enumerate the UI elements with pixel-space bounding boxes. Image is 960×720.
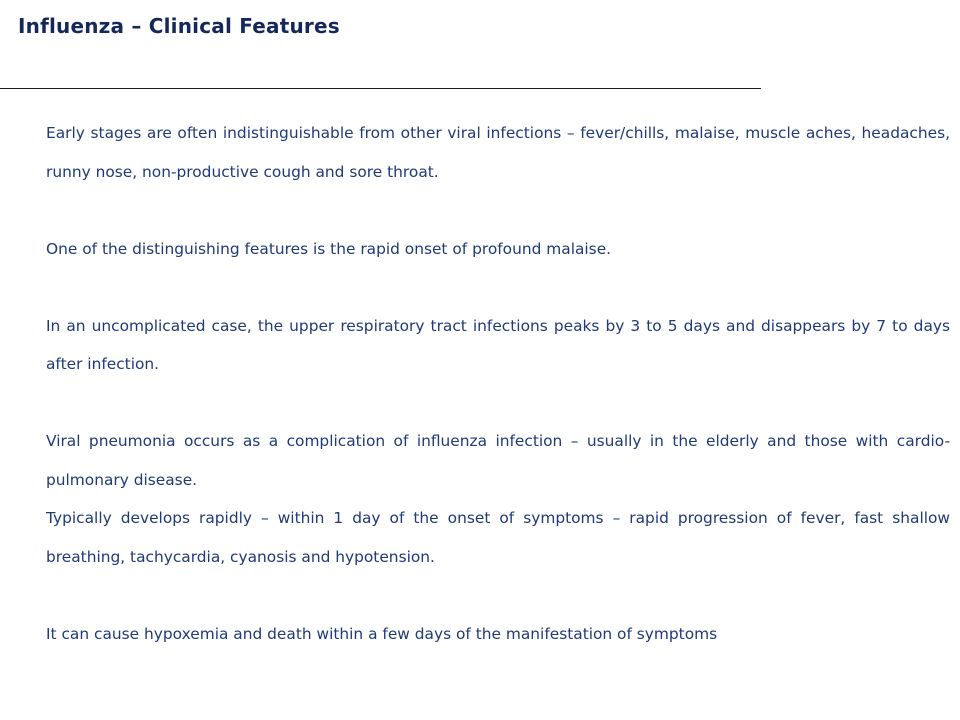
slide-title: Influenza – Clinical Features xyxy=(18,14,340,38)
paragraph-uncomplicated-case: In an uncomplicated case, the upper respiratory tract infections peaks by 3 to 5 days and disappears by 7 to days after infection. xyxy=(46,316,950,373)
paragraph-spacer xyxy=(46,384,950,423)
title-divider xyxy=(0,88,761,89)
paragraph-spacer xyxy=(46,191,950,230)
paragraph-spacer xyxy=(46,576,950,615)
paragraph-distinguishing-feature: One of the distinguishing features is the rapid onset of profound malaise. xyxy=(46,239,612,258)
slide-body xyxy=(46,114,950,653)
paragraph-rapid-development: Typically develops rapidly – within 1 day of the onset of symptoms – rapid progression of fever, fast shallow breathing, tachycardia, cyanosis and hypotension. xyxy=(46,509,950,566)
paragraph-spacer xyxy=(46,268,950,307)
paragraph-viral-pneumonia: Viral pneumonia occurs as a complication of influenza infection – usually in the elderly and those with cardio-pulmonary disease. xyxy=(46,432,950,489)
paragraph-early-stages: Early stages are often indistinguishable from other viral infections – fever/chills, malaise, muscle aches, headaches, runny nose, non-productive cough and sore throat. xyxy=(46,124,950,181)
paragraph-hypoxemia: It can cause hypoxemia and death within a few days of the manifestation of symptoms xyxy=(46,624,718,643)
